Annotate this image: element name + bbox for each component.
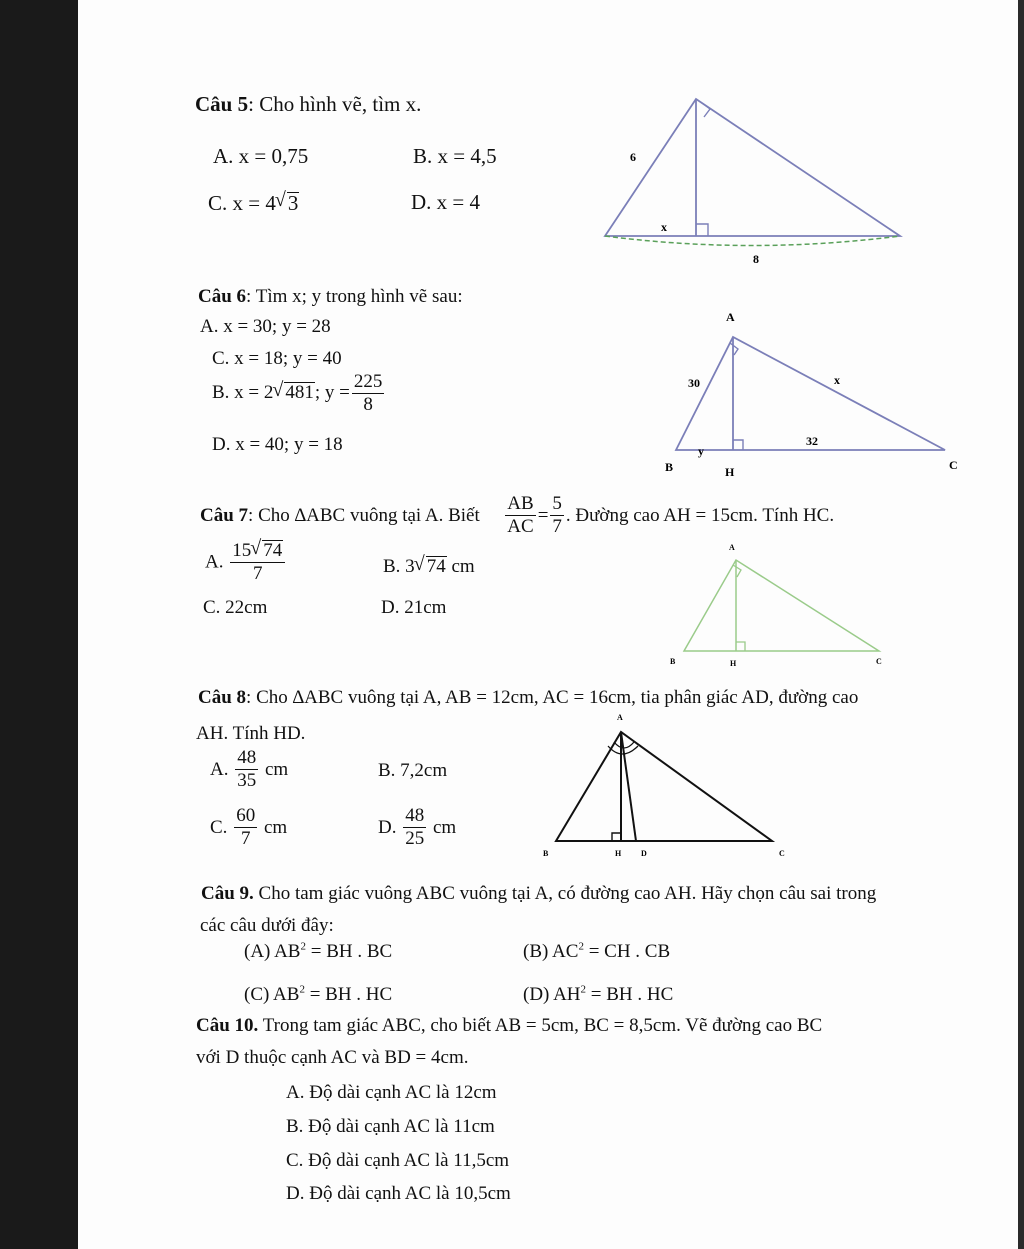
q7-ratio-5-7 (550, 494, 564, 537)
q5-option-a: A. x = 0,75 (213, 144, 309, 168)
q7-vertex-a: A (729, 543, 735, 552)
q8-question-line2: AH. Tính HD. (196, 723, 306, 744)
q6-vertex-h: H (725, 465, 735, 479)
q6-option-b-y: ; y = (314, 381, 350, 403)
q7-option-a-num (230, 540, 285, 563)
q7-triangle (684, 560, 879, 651)
q9-option-c-exp: 2 (299, 983, 305, 996)
q8-question-line1 (198, 688, 858, 707)
q6-option-b (212, 372, 386, 415)
q6-option-b-fraction (352, 372, 385, 415)
q5-option-c-sqrt (276, 192, 300, 214)
q8-option-a-num: 48 (237, 747, 257, 768)
q7-option-b-text: B. 3 (383, 556, 415, 577)
q6-label: Câu 6 (198, 286, 247, 307)
q8-vertex-h: H (615, 849, 622, 858)
q7-option-b-radicand: 74 (426, 556, 446, 577)
q7-text2: . Đường cao AH = 15cm. Tính HC. (565, 504, 835, 526)
q5-question (195, 94, 421, 115)
q7-figure (670, 540, 895, 670)
q8-vertex-a: A (617, 713, 623, 722)
q7-vertex-b: B (670, 657, 676, 666)
q5-option-c-radicand: 3 (287, 191, 299, 215)
q10-option-d: D. Độ dài cạnh AC là 10,5cm (286, 1183, 511, 1204)
q9-option-d-lhs: (D) AH (523, 984, 581, 1005)
q5-label: Câu 5 (195, 92, 249, 116)
q5-right-angle-foot (696, 224, 708, 236)
q5-option-d: D. x = 4 (411, 190, 481, 214)
q7-ratio-den1: AC (507, 515, 534, 537)
q9-option-d-rhs: = BH . HC (586, 984, 674, 1005)
q6-option-b-den: 8 (363, 393, 373, 415)
q8-option-d-den: 25 (405, 827, 425, 849)
q10-text1: Trong tam giác ABC, cho biết AB = 5cm, BC = 8,5cm. Vẽ đường cao BC (258, 1015, 823, 1036)
q5-label-x: x (661, 220, 667, 234)
q8-option-a-letter: A. (210, 758, 229, 780)
q8-option-c-fraction (234, 806, 257, 849)
q9-option-c-rhs: = BH . HC (304, 984, 393, 1005)
q9-option-a-rhs: = BH . BC (305, 941, 393, 962)
q7-ratio-ab-ac (505, 494, 535, 537)
q6-option-a: A. x = 30; y = 28 (200, 316, 331, 337)
q6-label-x: x (834, 373, 840, 387)
q8-option-a-den: 35 (237, 769, 257, 791)
q7-vertex-h: H (730, 659, 737, 668)
q6-option-b-sqrt (273, 382, 315, 402)
q8-option-d-unit: cm (432, 816, 457, 838)
q7-option-b (383, 556, 475, 576)
q10-label: Câu 10. (196, 1015, 259, 1036)
q8-option-c-unit: cm (263, 816, 288, 838)
q7-ratio-num2: 5 (552, 493, 562, 514)
q7-option-b-sqrt (415, 556, 447, 576)
q9-option-c (244, 985, 392, 1004)
q8-text1: : Cho ∆ABC vuông tại A, AB = 12cm, AC = 16cm, tia phân giác AD, đường cao (246, 687, 859, 708)
q7-right-angle-foot (736, 642, 745, 651)
q10-question-line2: với D thuộc cạnh AC và BD = 4cm. (196, 1047, 469, 1068)
q8-option-a-fraction (235, 748, 258, 791)
q7-option-c: C. 22cm (203, 597, 268, 618)
q6-option-b-x: B. x = 2 (212, 381, 274, 403)
q8-vertex-b: B (543, 849, 549, 858)
q7-option-a-sqrt (251, 540, 283, 561)
q9-option-b (523, 942, 670, 961)
q10-option-a: A. Độ dài cạnh AC là 12cm (286, 1082, 497, 1103)
q9-option-b-rhs: = CH . CB (583, 941, 671, 962)
q9-option-a-exp: 2 (300, 940, 306, 953)
q8-vertex-d: D (641, 849, 647, 858)
q7-option-d: D. 21cm (381, 597, 447, 618)
q8-option-c (210, 806, 287, 849)
q7-ratio-num1: AB (507, 493, 534, 514)
q7-option-b-unit: cm (446, 556, 475, 577)
q6-right-angle-foot (733, 440, 743, 450)
q9-text1: Cho tam giác vuông ABC vuông tại A, có đường cao AH. Hãy chọn câu sai trong (253, 883, 877, 904)
q6-vertex-c: C (949, 458, 958, 472)
q9-option-a (244, 942, 392, 961)
q8-option-d-num: 48 (405, 805, 425, 826)
q5-figure (600, 95, 910, 275)
q7-option-a-den: 7 (252, 562, 263, 584)
q5-option-c (208, 192, 299, 214)
q8-option-c-letter: C. (210, 816, 228, 838)
q8-right-angle-foot (612, 833, 621, 841)
q7-equals: = (537, 504, 549, 526)
q9-label: Câu 9. (201, 883, 254, 904)
q6-right-angle-top (730, 343, 738, 355)
q9-question-line2: các câu dưới đây: (200, 915, 334, 936)
q7-label: Câu 7 (200, 504, 249, 526)
q9-option-c-lhs: (C) AB (244, 984, 300, 1005)
q9-question-line1 (201, 884, 876, 903)
q5-base-brace (605, 236, 900, 246)
q6-vertex-b: B (665, 460, 674, 474)
q7-right-angle-top (733, 565, 741, 577)
q10-option-b: B. Độ dài cạnh AC là 11cm (286, 1116, 495, 1137)
q9-option-d (523, 985, 673, 1004)
q8-option-a (210, 748, 288, 791)
q6-option-b-radicand: 481 (285, 381, 314, 403)
q8-option-a-unit: cm (264, 758, 289, 780)
q7-vertex-c: C (876, 657, 882, 666)
q6-option-d: D. x = 40; y = 18 (212, 434, 343, 455)
q7-text1: : Cho ∆ABC vuông tại A. Biết (248, 504, 480, 526)
q9-option-d-exp: 2 (580, 983, 587, 996)
q9-option-b-lhs: (B) AC (523, 941, 579, 962)
q8-figure (540, 710, 800, 860)
q7-option-a-coef: 15 (232, 540, 252, 561)
q5-triangle (605, 99, 900, 236)
q10-option-c: C. Độ dài cạnh AC là 11,5cm (286, 1150, 510, 1171)
q7-option-a-letter: A. (205, 551, 224, 573)
q5-label-side: 6 (630, 150, 636, 164)
q5-label-base: 8 (753, 252, 759, 266)
q6-label-ab: 30 (688, 376, 700, 390)
q6-figure (660, 305, 970, 480)
q7-option-a (205, 540, 287, 584)
q9-option-b-exp: 2 (578, 940, 584, 953)
page-edge (1018, 0, 1024, 1249)
q6-option-c: C. x = 18; y = 40 (212, 348, 342, 369)
q5-option-c-text: C. x = 4 (208, 191, 276, 215)
q6-option-b-num: 225 (353, 371, 383, 392)
q5-text: : Cho hình vẽ, tìm x. (248, 92, 422, 116)
q8-option-d-letter: D. (378, 816, 397, 838)
q8-label: Câu 8 (198, 687, 247, 708)
q8-option-d (378, 806, 456, 849)
q6-question (198, 287, 463, 306)
q6-vertex-a: A (726, 310, 735, 324)
q8-vertex-c: C (779, 849, 785, 858)
q8-triangle (556, 732, 772, 841)
q7-question (200, 494, 834, 537)
q9-option-a-lhs: (A) AB (244, 941, 301, 962)
q7-option-a-fraction (230, 540, 285, 584)
q7-ratio-den2: 7 (552, 515, 562, 537)
q6-label-hc: 32 (806, 434, 818, 448)
q7-option-a-radicand: 74 (263, 540, 283, 561)
q6-label-y: y (698, 444, 704, 458)
q8-option-d-fraction (403, 806, 426, 849)
q5-option-b: B. x = 4,5 (413, 144, 497, 168)
q8-option-c-num: 60 (236, 805, 256, 826)
q8-option-b: B. 7,2cm (378, 760, 448, 781)
q8-option-c-den: 7 (240, 827, 251, 849)
q6-text: : Tìm x; y trong hình vẽ sau: (246, 286, 463, 307)
q10-question-line1 (196, 1016, 822, 1035)
